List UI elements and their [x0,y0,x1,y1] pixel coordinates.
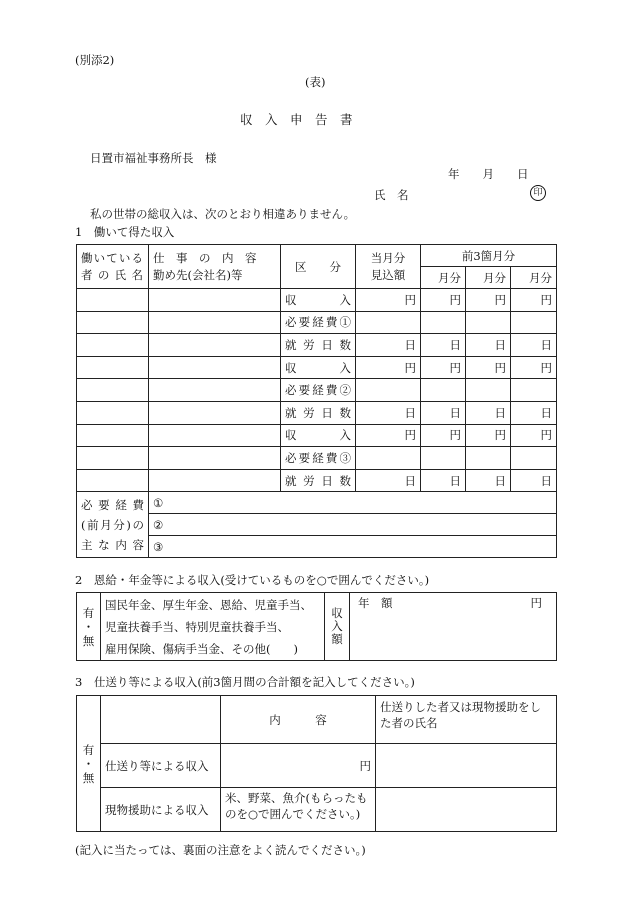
pension-items-line2: 児童扶養手当、特別児童扶養手当、 [105,619,289,634]
month-1-field[interactable]: 日 [421,401,466,424]
month-3-field[interactable]: 円 [511,289,557,312]
current-month-field[interactable]: 日 [356,401,421,424]
section3-title: 3 仕送り等による収入(前3箇月間の合計額を記入してください。) [75,675,415,689]
worker-name-field[interactable] [77,401,149,424]
worker-name-field[interactable] [77,447,149,470]
in-kind-content[interactable]: 米、野菜、魚介(もらったものを○で囲んでください。) [221,788,376,832]
row-category-label: 収 入 [281,424,356,447]
income-row [77,401,557,424]
yes-label: 有 [82,605,95,620]
current-month-field[interactable] [356,311,421,334]
job-field[interactable] [149,469,281,492]
month-3-field[interactable]: 円 [511,356,557,379]
month-3-field[interactable] [511,311,557,334]
current-month-field[interactable]: 円 [356,289,421,312]
worker-name-field[interactable] [77,311,149,334]
current-month-field[interactable]: 日 [356,469,421,492]
row-category-label: 就労日数 [281,469,356,492]
dot-label: ・ [82,619,95,634]
name-label: 氏 名 [374,188,409,202]
pension-yesno[interactable] [77,593,101,661]
income-row [77,356,557,379]
no-label: 無 [82,633,95,648]
header-month-3: 月分 [511,267,557,289]
current-month-field[interactable]: 日 [356,334,421,357]
row-category-label: 必要経費① [281,311,356,334]
month-2-field[interactable]: 日 [466,401,511,424]
row-category-label: 就労日数 [281,401,356,424]
month-3-field[interactable]: 円 [511,424,557,447]
month-3-field[interactable] [511,447,557,470]
income-row [77,447,557,470]
month-2-field[interactable]: 日 [466,469,511,492]
worker-name-field[interactable] [77,469,149,492]
date-label: 年 月 日 [448,167,529,181]
header-job [149,245,281,289]
dot-label-3: ・ [82,756,95,771]
current-month-field[interactable]: 円 [356,424,421,447]
income-row [77,379,557,402]
remittance-yesno[interactable] [77,696,101,832]
job-field[interactable] [149,424,281,447]
amount-label-char2: 入 [331,619,343,633]
month-2-field[interactable]: 円 [466,356,511,379]
job-field[interactable] [149,334,281,357]
month-2-field[interactable] [466,379,511,402]
month-1-field[interactable] [421,379,466,402]
month-1-field[interactable]: 日 [421,469,466,492]
expense-label-cell [77,492,149,558]
header-current-month [356,245,421,289]
row-category-label: 収 入 [281,356,356,379]
job-field[interactable] [149,356,281,379]
seal-icon: 印 [530,185,546,201]
annual-amount-field[interactable] [350,593,557,661]
month-3-field[interactable]: 日 [511,401,557,424]
section1-title: 1 働いて得た収入 [75,225,175,239]
yes-label-3: 有 [82,742,95,757]
row-category-label: 必要経費③ [281,447,356,470]
pension-items[interactable] [101,593,325,661]
worker-name-field[interactable] [77,334,149,357]
month-1-field[interactable]: 日 [421,334,466,357]
month-2-field[interactable]: 日 [466,334,511,357]
header-worker-name-text: 働いている者の氏名 [81,250,143,282]
header-job-line2: 勤め先(会社名)等 [153,267,243,282]
pension-items-line1: 国民年金、厚生年金、恩給、児童手当、 [105,597,312,612]
worker-name-field[interactable] [77,379,149,402]
header-month-2: 月分 [466,267,511,289]
income-amount-label [325,593,350,661]
month-2-field[interactable] [466,447,511,470]
section2-title: 2 恩給・年金等による収入(受けているものを○で囲んでください。) [75,573,430,587]
in-kind-row-label: 現物援助による収入 [101,788,221,832]
header-prev-3-months: 前3箇月分 [421,245,557,267]
month-1-field[interactable]: 円 [421,289,466,312]
income-row [77,289,557,312]
declaration: 私の世帯の総収入は、次のとおり相違ありません。 [90,207,356,221]
income-row [77,311,557,334]
header-month-1: 月分 [421,267,466,289]
addressee: 日置市福祉事務所長 様 [90,151,217,165]
job-field[interactable] [149,401,281,424]
blank-header-cell [101,696,221,744]
worker-name-field[interactable] [77,289,149,312]
expense-detail-3[interactable]: ③ [149,536,557,558]
remittance-amount-field[interactable]: 円 [221,744,376,788]
income-row [77,469,557,492]
expense-label-line1: 必要経費 [81,497,144,512]
expense-detail-2[interactable]: ② [149,514,557,536]
remittance-table [76,695,557,832]
expense-detail-1[interactable]: ① [149,492,557,514]
month-3-field[interactable]: 日 [511,469,557,492]
pension-items-line3: 雇用保険、傷病手当金、その他( ) [105,641,298,656]
job-field[interactable] [149,289,281,312]
row-category-label: 収 入 [281,289,356,312]
expense-label-line2: (前月分)の [81,517,144,532]
month-2-field[interactable]: 円 [466,289,511,312]
header-current-line2: 見込額 [370,267,406,282]
no-label-3: 無 [82,770,95,785]
month-1-field[interactable]: 円 [421,424,466,447]
annual-label: 年 額 [358,596,393,610]
earned-income-table [76,244,557,558]
worker-name-field[interactable] [77,424,149,447]
header-worker-name [77,245,149,289]
in-kind-sender-field[interactable] [376,788,557,832]
month-1-field[interactable] [421,447,466,470]
income-row [77,424,557,447]
attachment-label: (別添2) [75,53,115,67]
remittance-row-label: 仕送り等による収入 [101,744,221,788]
amount-label-char3: 額 [331,632,343,646]
content-header: 内 容 [221,696,376,744]
side-label: (表) [305,75,326,89]
month-2-field[interactable] [466,311,511,334]
job-field[interactable] [149,311,281,334]
month-3-field[interactable]: 日 [511,334,557,357]
current-month-field[interactable] [356,379,421,402]
month-1-field[interactable] [421,311,466,334]
current-month-field[interactable] [356,447,421,470]
header-job-line1: 仕 事 の 内 容 [153,250,257,265]
job-field[interactable] [149,379,281,402]
seal-mark [530,184,546,201]
current-month-field[interactable]: 円 [356,356,421,379]
row-category-label: 就労日数 [281,334,356,357]
pension-table [76,592,557,661]
footer-note: (記入に当たっては、裏面の注意をよく読んでください。) [75,843,366,857]
month-2-field[interactable]: 円 [466,424,511,447]
annual-yen: 円 [530,596,542,610]
sender-header: 仕送りした者又は現物援助をした者の氏名 [376,696,557,744]
month-1-field[interactable]: 円 [421,356,466,379]
header-current-line1: 当月分 [370,250,406,265]
remittance-sender-field[interactable] [376,744,557,788]
income-row [77,334,557,357]
month-3-field[interactable] [511,379,557,402]
job-field[interactable] [149,447,281,470]
row-category-label: 必要経費② [281,379,356,402]
header-category: 区 分 [281,245,356,289]
worker-name-field[interactable] [77,356,149,379]
page-title: 収 入 申 告 書 [240,112,353,127]
amount-label-char1: 収 [331,606,343,620]
expense-label-line3: 主な内容 [81,537,144,552]
